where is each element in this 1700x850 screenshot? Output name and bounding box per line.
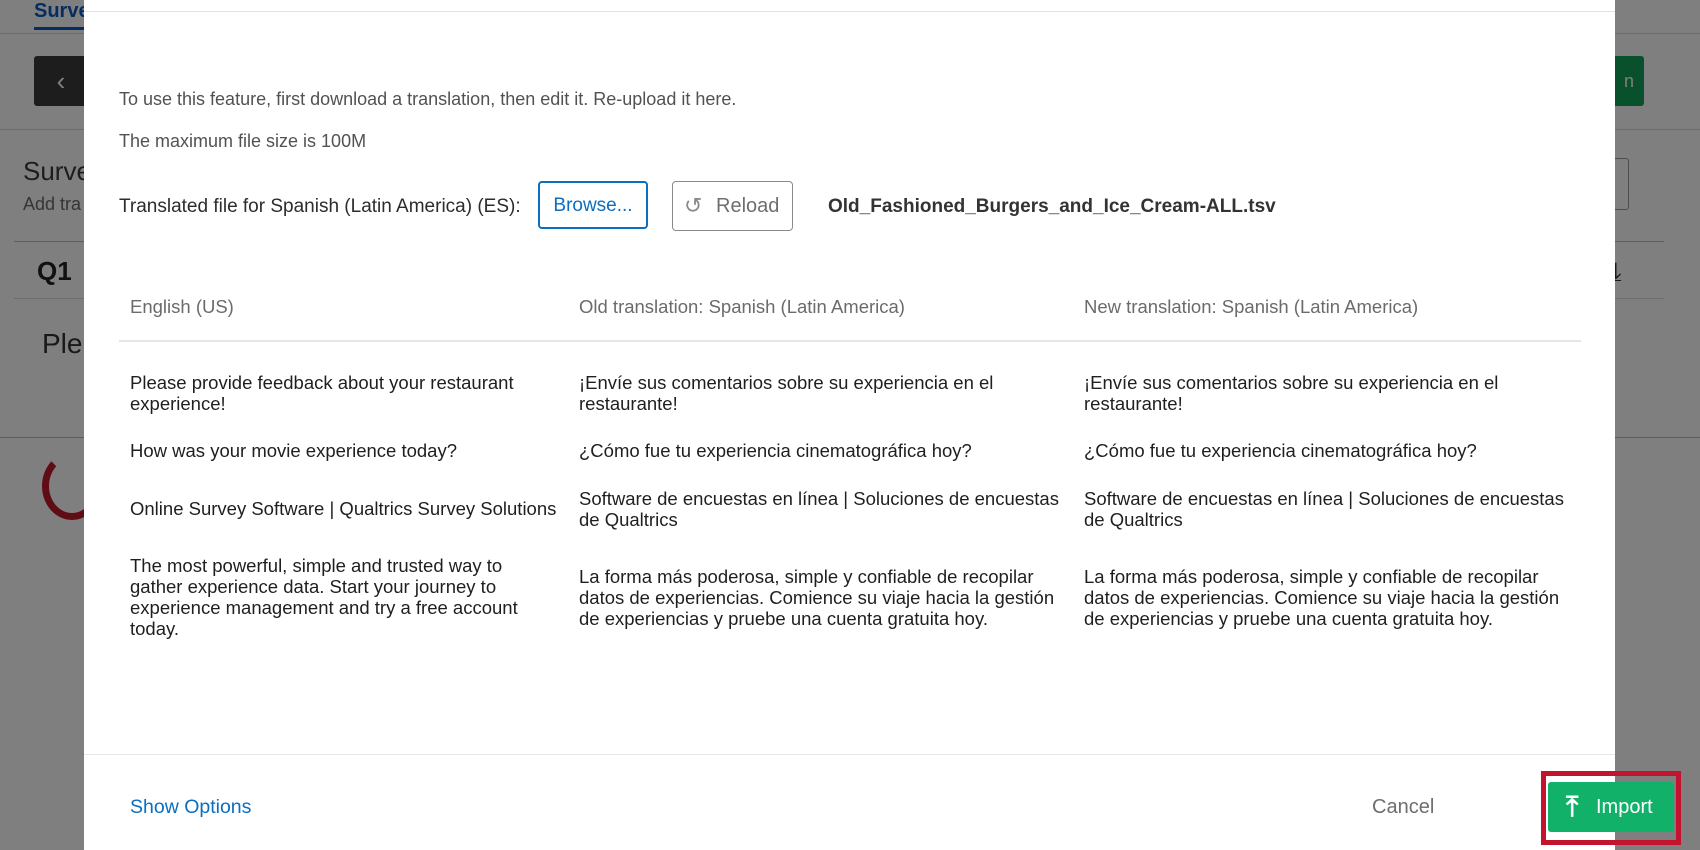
import-translation-modal bbox=[84, 0, 1653, 850]
table-cell: La forma más poderosa, simple y confiable de recopilar datos de experiencias. Comience su viaje hacia la gestión de experiencias y pruebe una cuenta gratuita hoy. bbox=[579, 565, 1055, 629]
table-row bbox=[119, 341, 1581, 432]
table-cell: Online Survey Software | Qualtrics Survey Solutions bbox=[130, 498, 557, 519]
reload-button[interactable] bbox=[672, 181, 793, 231]
cancel-button[interactable]: Cancel bbox=[1372, 796, 1435, 818]
divider bbox=[84, 11, 1615, 12]
table-cell: Software de encuestas en línea | Soluciones de encuestas de Qualtrics bbox=[1084, 487, 1564, 530]
table-cell: Please provide feedback about your restaurant experience! bbox=[130, 372, 514, 414]
table-row bbox=[119, 469, 1581, 548]
import-label: Import bbox=[1596, 796, 1653, 818]
table-cell: ¡Envíe sus comentarios sobre su experiencia en el restaurante! bbox=[1084, 372, 1499, 414]
browse-button[interactable]: Browse... bbox=[538, 181, 648, 229]
column-header-new-translation: New translation: Spanish (Latin America) bbox=[1073, 286, 1581, 341]
instruction-text: To use this feature, first download a translation, then edit it. Re-upload it here. bbox=[119, 89, 737, 109]
file-name: Old_Fashioned_Burgers_and_Ice_Cream-ALL.tsv bbox=[828, 196, 1276, 217]
divider bbox=[84, 754, 1615, 755]
max-size-text: The maximum file size is 100M bbox=[119, 131, 367, 151]
table-cell: La forma más poderosa, simple y confiable de recopilar datos de experiencias. Comience su viaje hacia la gestión de experiencias y pruebe una cuenta gratuita hoy. bbox=[1084, 565, 1560, 629]
table-row bbox=[119, 432, 1581, 469]
table-cell: How was your movie experience today? bbox=[130, 440, 457, 461]
show-options-link[interactable]: Show Options bbox=[130, 796, 252, 818]
reload-label: Reload bbox=[716, 195, 780, 217]
table-cell: ¿Cómo fue tu experiencia cinematográfica hoy? bbox=[579, 440, 972, 461]
table-row bbox=[119, 548, 1581, 646]
column-header-english: English (US) bbox=[119, 286, 568, 341]
file-label: Translated file for Spanish (Latin America) (ES): bbox=[119, 196, 521, 217]
table-cell: Software de encuestas en línea | Soluciones de encuestas de Qualtrics bbox=[579, 487, 1059, 530]
translation-table bbox=[119, 286, 1581, 646]
reload-icon: ↺ bbox=[684, 193, 703, 218]
table-cell: ¿Cómo fue tu experiencia cinematográfica hoy? bbox=[1084, 440, 1477, 461]
import-button[interactable] bbox=[1548, 782, 1674, 832]
upload-icon: ⤒ bbox=[1566, 791, 1579, 822]
table-header-row bbox=[119, 286, 1581, 341]
column-header-old-translation: Old translation: Spanish (Latin America) bbox=[568, 286, 1073, 341]
table-cell: The most powerful, simple and trusted way to gather experience data. Start your journey to experience management and try a free account today. bbox=[130, 555, 518, 639]
table-cell: ¡Envíe sus comentarios sobre su experiencia en el restaurante! bbox=[579, 372, 994, 414]
